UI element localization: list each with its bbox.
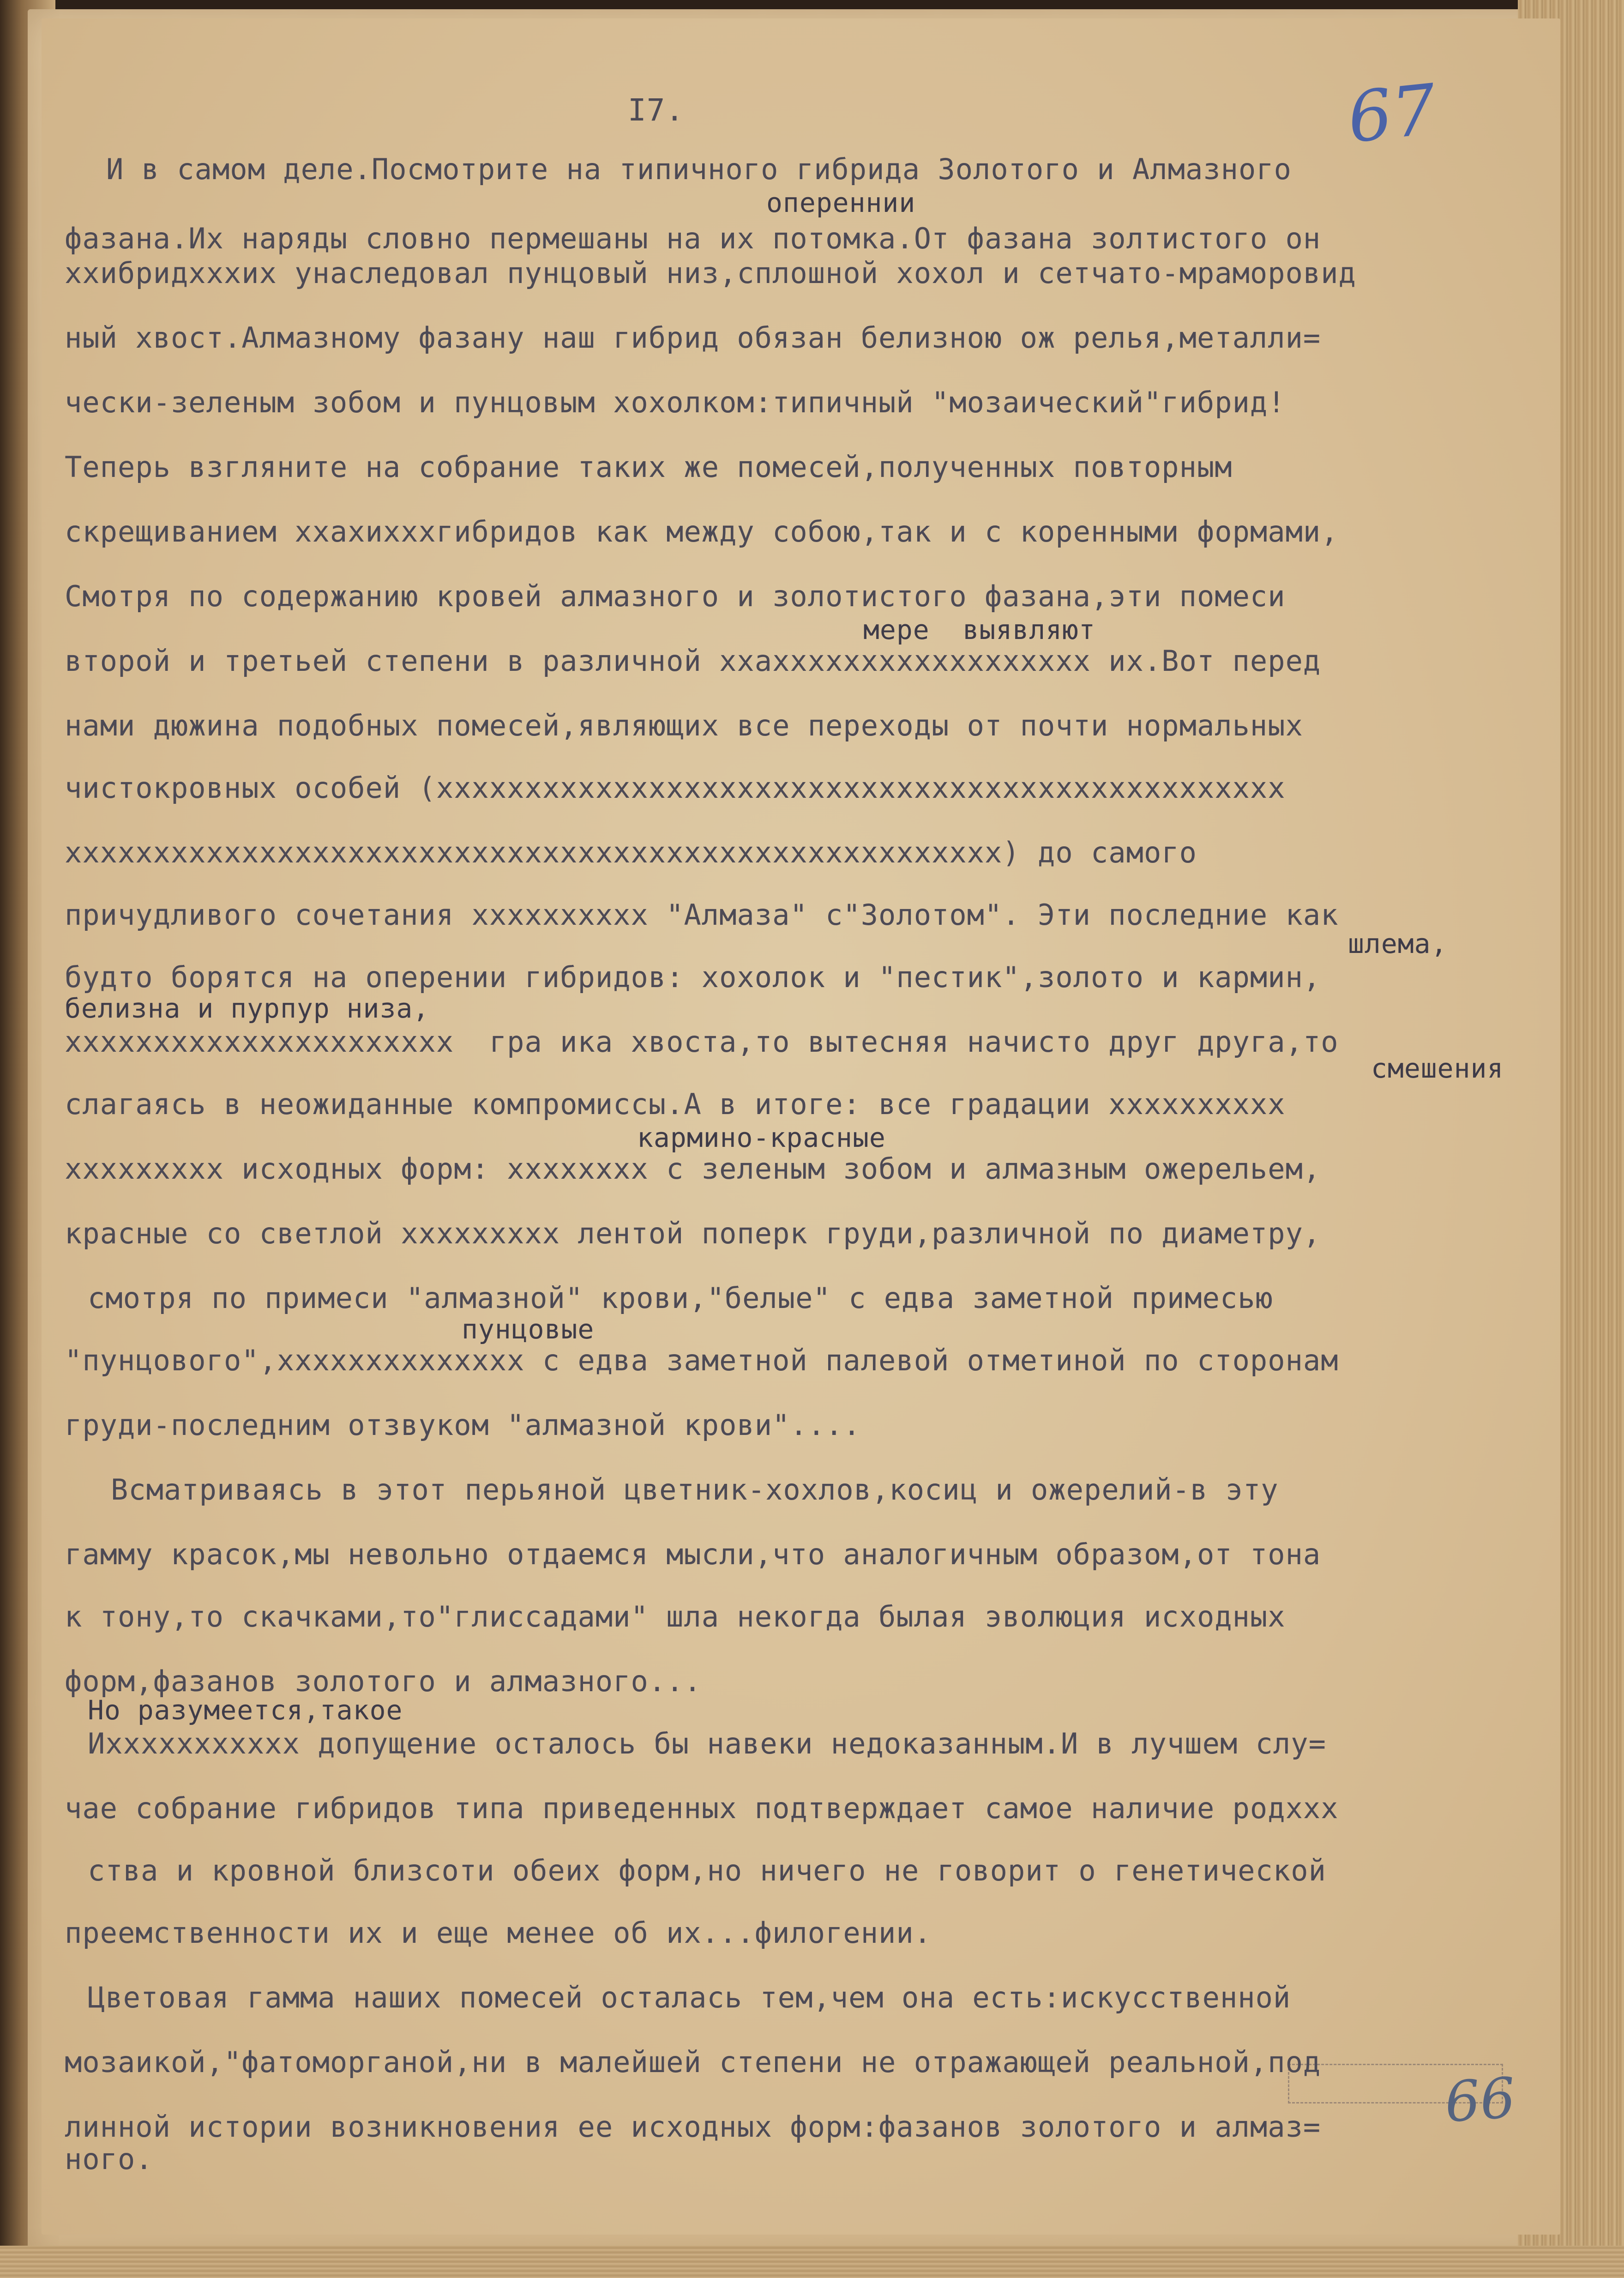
text-line: второй и третьей степени в различной xхахххххххххххххххххх их.Вот перед <box>65 644 1321 678</box>
typescript-body <box>42 18 1560 2235</box>
text-line: чески-зеленым зобом и пунцовым хохолком:типичный "мозаический"гибрид! <box>65 386 1286 419</box>
text-line: Теперь взгляните на собрание таких же помесей,полученных повторным <box>65 450 1233 484</box>
text-line: линной истории возникновения ее исходных форм:фазанов золотого и алмаз= <box>65 2110 1321 2144</box>
text-line: Ихxxxxxxxxxx допущение осталось бы навеки недоказанным.И в лучшем слу= <box>88 1727 1326 1760</box>
interlinear-insert: смешения <box>1371 1053 1504 1084</box>
interlinear-insert: белизна и пурпур низа, <box>65 993 430 1024</box>
interlinear-insert: Но разумеется,такое <box>88 1694 403 1726</box>
text-line: ства и кровной близсоти обеих форм,но ничего не говорит о генетической <box>88 1854 1326 1887</box>
text-line: мозаикой,"фатоморганой,ни в малейшей степени не отражающей реальной,под <box>65 2045 1321 2079</box>
text-line: красные со светлой xxxxxxxxx лентой поперк груди,различной по диаметру, <box>65 1217 1321 1250</box>
text-line: xхибридхxхих унаследовал пунцовый низ,сплошной хохол и сетчато-мраморовид <box>65 256 1356 290</box>
text-line: ный хвост.Алмазному фазану наш гибрид обязан белизною ож релья,металли= <box>65 321 1321 355</box>
text-line: преемственности их и еще менее об их...филогении. <box>65 1916 932 1950</box>
text-line: слагаясь в неожиданные компромиссы.А в итоге: все градации xxxxxxxxxx <box>65 1087 1286 1121</box>
text-line: Всматриваясь в этот перьяной цветник-хохлов,косиц и ожерелий-в эту <box>111 1473 1279 1507</box>
text-line: причудливого сочетания хxxxxxxxxx "Алмаза" с"Золотом". Эти последние как <box>65 898 1339 932</box>
text-line: "пунцового",xxxxxxxxxxxxxx с едва заметной палевой отметиной по сторонам <box>65 1344 1339 1377</box>
text-line: будто борятся на оперении гибридов: хохолок и "пестик",золото и кармин, <box>65 960 1321 994</box>
interlinear-insert: опереннии <box>766 187 916 218</box>
text-line: ного. <box>65 2142 153 2176</box>
text-line: Смотря по содержанию кровей алмазного и золотистого фазана,эти помеси <box>65 579 1286 613</box>
text-line: к тону,то скачками,то"глиссадами" шла некогда былая эволюция исходных <box>65 1600 1286 1633</box>
page-number: I7. <box>628 92 685 128</box>
folio-number-pen-bottom: 66 <box>1443 2066 1518 2135</box>
interlinear-insert: кармино-красные <box>637 1122 886 1153</box>
text-line: xxxxxxxxx исходных форм: xxxxxxxx с зеленым зобом и алмазным ожерельем, <box>65 1152 1321 1186</box>
text-line: И в самом деле.Посмотрите на типичного гибрида Золотого и Алмазного <box>106 152 1292 186</box>
text-line: нами дюжина подобных помесей,являющих все переходы от почти нормальных <box>65 709 1303 742</box>
text-line: xxxxxxxxxxxxxxxxxxxxxxxxxxxxxxxxxxxxxxxxxxxxxxxxxxxxx) до самого <box>65 836 1197 869</box>
text-line: смотря по примеси "алмазной" крови,"белые" с едва заметной примесью <box>88 1281 1273 1315</box>
text-line: форм,фазанов золотого и алмазного... <box>65 1664 702 1698</box>
interlinear-insert: мере выявляют <box>863 614 1095 645</box>
interlinear-insert: шлема, <box>1348 928 1448 959</box>
text-line: скрещиванием xхахихххгибридов как между собою,так и с коренными формами, <box>65 515 1339 548</box>
document-sheet <box>42 18 1560 2235</box>
text-line: xxxxxxxxxxxxxxxxxxxxxx гра ика хвоста,то вытесняя начисто друг друга,то <box>65 1025 1339 1059</box>
folio-number-pen: 67 <box>1344 69 1440 159</box>
text-line: Цветовая гамма наших помесей осталась тем,чем она есть:искусственной <box>88 1981 1291 2014</box>
text-line: чистокровных особей (xxxxxxxxxxxxxxxxxxxxxxxxxxxxxxxxxxxxxxxxxxxxxxxx <box>65 771 1286 805</box>
stacked-pages-bottom <box>0 2246 1624 2278</box>
text-line: груди-последним отзвуком "алмазной крови".... <box>65 1408 861 1442</box>
text-line: фазана.Их наряды словно пермешаны на их потомка.От фазана золтистого он <box>65 222 1321 255</box>
text-line: чае собрание гибридов типа приведенных подтверждает самое наличие родxxx <box>65 1791 1339 1825</box>
text-line: гамму красок,мы невольно отдаемся мысли,что аналогичным образом,от тона <box>65 1537 1321 1571</box>
interlinear-insert: пунцовые <box>462 1314 595 1345</box>
